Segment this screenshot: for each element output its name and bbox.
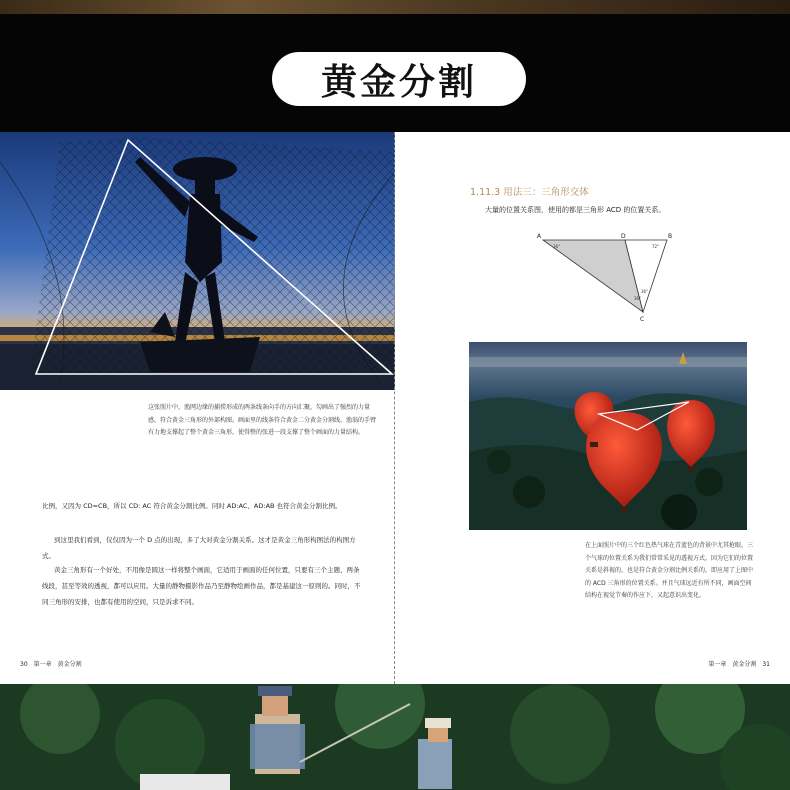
label-c: C — [640, 316, 645, 323]
section-heading: 1.11.3 用法三：三角形交体 — [470, 187, 589, 198]
body-paragraph-1 — [42, 498, 362, 514]
balloons-photo — [469, 342, 747, 530]
triangle-diagram — [535, 228, 675, 324]
angle-c1-label: 36° — [634, 296, 642, 301]
fisherman-illustration — [0, 132, 395, 390]
left-page — [0, 132, 395, 684]
right-page-folio: 第一章 黄金分割 31 — [708, 661, 770, 668]
left-photo-caption: 这张照片中，渔网边缘的捕捞形成的两条线条向手的方向汇聚，勾画出了强烈的力量感，符合黄金三角形的外部构图。画面里的线条符合黄金二分黄金分割线。渔翁的手臂有力地支撑起了整个黄金三角形，使得整的张进一段支撑了整个画面的力量结构。 — [148, 404, 377, 436]
paragraph-text: 到这里我们看到，仅仅因为一个 D 点的出现，多了大对黄金分割关系。这才是黄金三角形构图法的构图方式。 — [42, 536, 356, 560]
body-paragraph-3 — [42, 562, 362, 610]
angle-c2-label: 36° — [641, 289, 649, 294]
label-d: D — [621, 233, 626, 240]
angle-a-label: 36° — [553, 244, 561, 249]
paragraph-text: 比例，又因为 CD=CB，所以 CD: AC 符合黄金分割比例。同时 AD:AC、AD:AB 也符合黄金分割比例。 — [42, 502, 342, 510]
right-page — [395, 132, 790, 684]
intro-line: 大量的位置关系图，使用的都是三角形 ACD 的位置关系。 — [485, 206, 666, 214]
bottom-photo — [0, 684, 790, 790]
right-photo-caption: 在上面照片中的三个红色热气球在青蓝色的背景中尤其抢眼，三个气球的位置关系为我们常常采见的透视方式。因为它们的位置关系是斜视的，也是符合黄金分割比例关系的，即应用了上图中的 ACD 三角形的位置关系。并且气球远近有所不同，画面空间结构在视觉节奏的作应下，又起意识出变化。 — [585, 542, 754, 599]
paragraph-text: 黄金三角形有一个好处，不用像是圆这一样将整个画面，它适用于画面的任何位置，只要有三个主题、两条线段，甚至等效的透视，都可以应用。大量的静物摄影作品乃至静物绘画作品，都是基建这一原则的。同时，不同三角形的安排，也都有使用的空间，只是诉求不同。 — [42, 566, 361, 606]
balloons-illustration — [469, 342, 747, 530]
top-photo-strip — [0, 0, 790, 14]
angle-b-label: 72° — [652, 244, 660, 249]
title-pill — [272, 52, 526, 106]
left-page-folio: 30 第一章 黄金分割 — [20, 661, 82, 668]
label-b: B — [668, 233, 673, 240]
label-a: A — [537, 233, 542, 240]
fisherman-photo — [0, 132, 395, 390]
body-paragraph-2 — [42, 532, 362, 564]
top-banner — [0, 0, 790, 132]
banner-title: 黄金分割 — [320, 61, 477, 103]
fishermen-boat-illustration — [0, 684, 790, 790]
